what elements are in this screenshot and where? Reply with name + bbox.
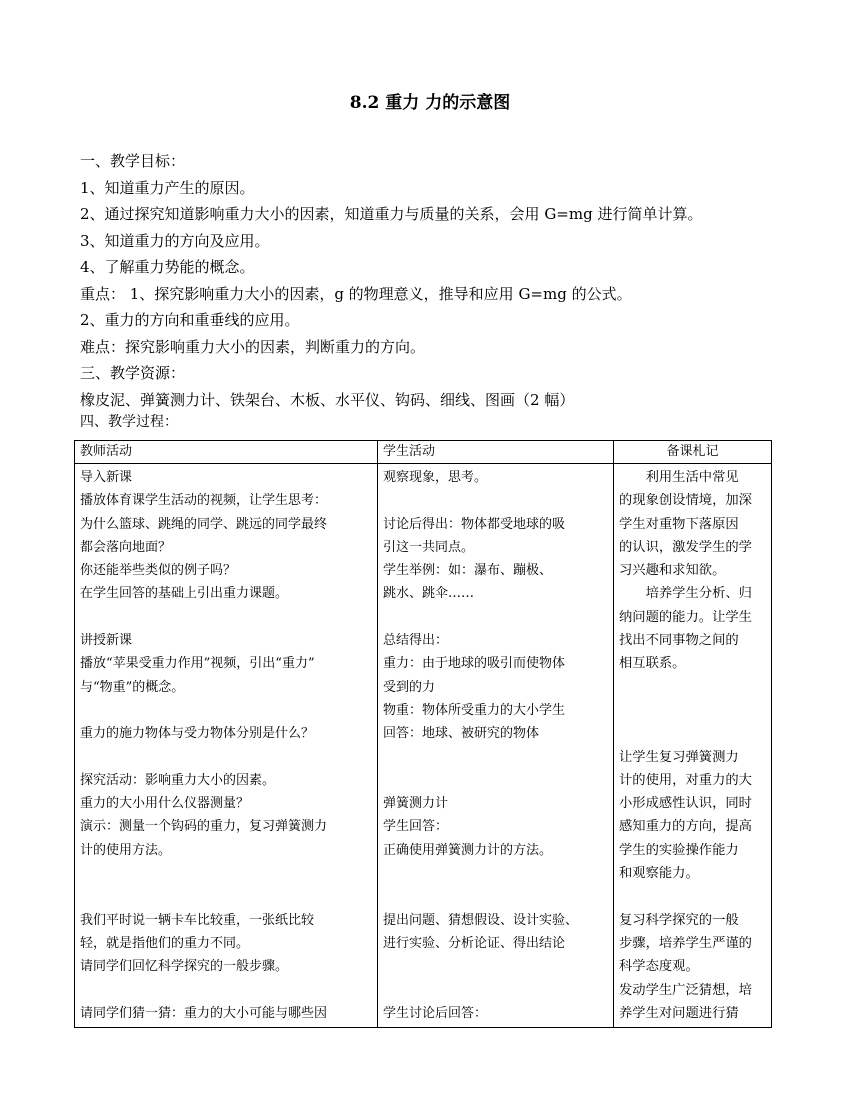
student-line: 观察现象，思考。 xyxy=(383,470,488,485)
teacher-line: 探究活动：影响重力大小的因素。 xyxy=(80,772,276,788)
student-line xyxy=(383,606,608,629)
teacher-line: 重力的大小用什么仪器测量？ xyxy=(80,796,250,812)
notes-line xyxy=(619,885,766,908)
student-line: 进行实验、分析论证、得出结论 xyxy=(383,935,566,951)
teacher-line: 轻，就是指他们的重力不同。 xyxy=(80,935,250,951)
teacher-line: 在学生回答的基础上引出重力课题。 xyxy=(80,586,289,602)
notes-line: 让学生复习弹簧测力 xyxy=(619,749,739,765)
notes-line: 找出不同事物之间的 xyxy=(619,633,739,649)
notes-line: 习兴趣和求知欲。 xyxy=(619,563,726,579)
notes-line: 学生对重物下落原因 xyxy=(619,516,739,532)
teacher-line: 为什么篮球、跳绳的同学、跳远的同学最终 xyxy=(80,516,328,532)
student-line xyxy=(383,862,608,885)
table-body-row xyxy=(75,464,772,1028)
notes-line xyxy=(619,722,766,745)
student-line xyxy=(383,769,608,792)
teacher-line: 讲授新课 xyxy=(80,633,133,649)
intro-line: 重点： 1、探究影响重力大小的因素，g 的物理意义，推导和应用 G=mg 的公式。 xyxy=(80,284,632,303)
teacher-line: 播放“苹果受重力作用”视频，引出“重力” xyxy=(80,656,315,672)
intro-line: 三、教学资源： xyxy=(80,364,186,382)
table-header-row xyxy=(75,441,772,464)
teacher-line xyxy=(80,979,372,1002)
student-line: 受到的力 xyxy=(383,679,436,695)
notes-line: 的认识，激发学生的学 xyxy=(619,539,752,555)
header-lesson-notes: 备课札记 xyxy=(614,441,772,464)
student-line xyxy=(383,489,608,512)
student-line xyxy=(383,885,608,908)
student-line: 讨论后得出：物体都受地球的吸 xyxy=(383,516,566,532)
student-line xyxy=(383,746,608,769)
intro-line: 4、了解重力势能的概念。 xyxy=(80,258,255,276)
intro-line: 一、教学目标： xyxy=(80,152,186,170)
teacher-line xyxy=(80,699,372,722)
header-student-activity: 学生活动 xyxy=(378,441,614,464)
notes-line: 发动学生广泛猜想，培 xyxy=(619,982,752,998)
student-line: 学生讨论后回答： xyxy=(383,1005,488,1021)
notes-line: 的现象创设情境，加深 xyxy=(619,493,752,509)
teacher-line: 计的使用方法。 xyxy=(80,842,172,858)
student-activity-cell xyxy=(378,464,614,1028)
teacher-line: 播放体育课学生活动的视频，让学生思考： xyxy=(80,493,328,509)
intro-section xyxy=(80,148,800,431)
teacher-line xyxy=(80,862,372,885)
student-line: 回答：地球、被研究的物体 xyxy=(383,726,540,742)
student-line xyxy=(383,979,608,1002)
intro-line: 3、知道重力的方向及应用。 xyxy=(80,231,270,250)
notes-line: 科学态度观。 xyxy=(619,959,699,975)
notes-line xyxy=(619,699,766,722)
intro-line: 1、知道重力产生的原因。 xyxy=(80,178,255,197)
student-line: 跳水、跳伞…… xyxy=(383,586,475,602)
teacher-line: 请同学们猜一猜：重力的大小可能与哪些因 xyxy=(80,1005,328,1021)
notes-line: 纳问题的能力。让学生 xyxy=(619,609,752,625)
teacher-line: 你还能举些类似的例子吗？ xyxy=(80,563,237,579)
notes-line: 利用生活中常见 xyxy=(645,470,739,485)
notes-line xyxy=(619,676,766,699)
student-line: 提出问题、猜想假设、设计实验、 xyxy=(383,912,579,928)
student-line: 学生举例：如：瀑布、蹦极、 xyxy=(383,563,553,579)
notes-line: 复习科学探究的一般 xyxy=(619,912,739,928)
teacher-line: 请同学们回忆科学探究的一般步骤。 xyxy=(80,959,289,975)
teacher-line: 与“物重”的概念。 xyxy=(80,679,185,695)
teacher-line xyxy=(80,885,372,908)
document-title: 8.2 重力 力的示意图 xyxy=(349,93,511,113)
teacher-activity-cell xyxy=(75,464,378,1028)
notes-line: 和观察能力。 xyxy=(619,866,699,882)
teacher-line: 演示：测量一个钩码的重力，复习弹簧测力 xyxy=(80,819,328,835)
notes-line: 感知重力的方向，提高 xyxy=(619,819,752,835)
intro-line: 2、通过探究知道影响重力大小的因素，知道重力与质量的关系，会用 G=mg 进行简单计算。 xyxy=(80,205,703,223)
teacher-line: 重力的施力物体与受力物体分别是什么？ xyxy=(80,726,315,742)
student-line: 物重：物体所受重力的大小学生 xyxy=(383,702,566,718)
student-line: 弹簧测力计 xyxy=(383,796,449,812)
notes-line: 计的使用，对重力的大 xyxy=(619,772,752,788)
teacher-line xyxy=(80,606,372,629)
notes-line: 相互联系。 xyxy=(619,656,686,672)
header-teacher-activity: 教师活动 xyxy=(75,441,378,464)
teacher-line: 我们平时说一辆卡车比较重，一张纸比较 xyxy=(80,912,315,928)
student-line: 学生回答： xyxy=(383,819,449,835)
student-line: 引这一共同点。 xyxy=(383,539,475,555)
teaching-process-table xyxy=(74,440,772,1028)
teacher-line: 都会落向地面？ xyxy=(80,539,172,555)
student-line: 正确使用弹簧测力计的方法。 xyxy=(383,842,553,858)
student-line xyxy=(383,955,608,978)
intro-line: 2、重力的方向和重垂线的应用。 xyxy=(80,311,300,329)
notes-line: 养学生对问题进行猜 xyxy=(619,1005,739,1021)
teacher-line xyxy=(80,746,372,769)
student-line: 重力：由于地球的吸引而使物体 xyxy=(383,656,566,672)
notes-line: 学生的实验操作能力 xyxy=(619,842,739,858)
notes-line: 培养学生分析、归 xyxy=(645,586,752,602)
student-line: 总结得出： xyxy=(383,633,449,649)
notes-line: 步骤，培养学生严谨的 xyxy=(619,935,752,951)
teacher-line: 导入新课 xyxy=(80,470,133,485)
lesson-notes-cell xyxy=(614,464,772,1028)
intro-line: 四、教学过程： xyxy=(80,414,178,430)
notes-line: 小形成感性认识，同时 xyxy=(619,796,752,812)
intro-line: 难点：探究影响重力大小的因素，判断重力的方向。 xyxy=(80,337,426,356)
intro-line: 橡皮泥、弹簧测力计、铁架台、木板、水平仪、钩码、细线、图画（2 幅） xyxy=(80,390,575,409)
